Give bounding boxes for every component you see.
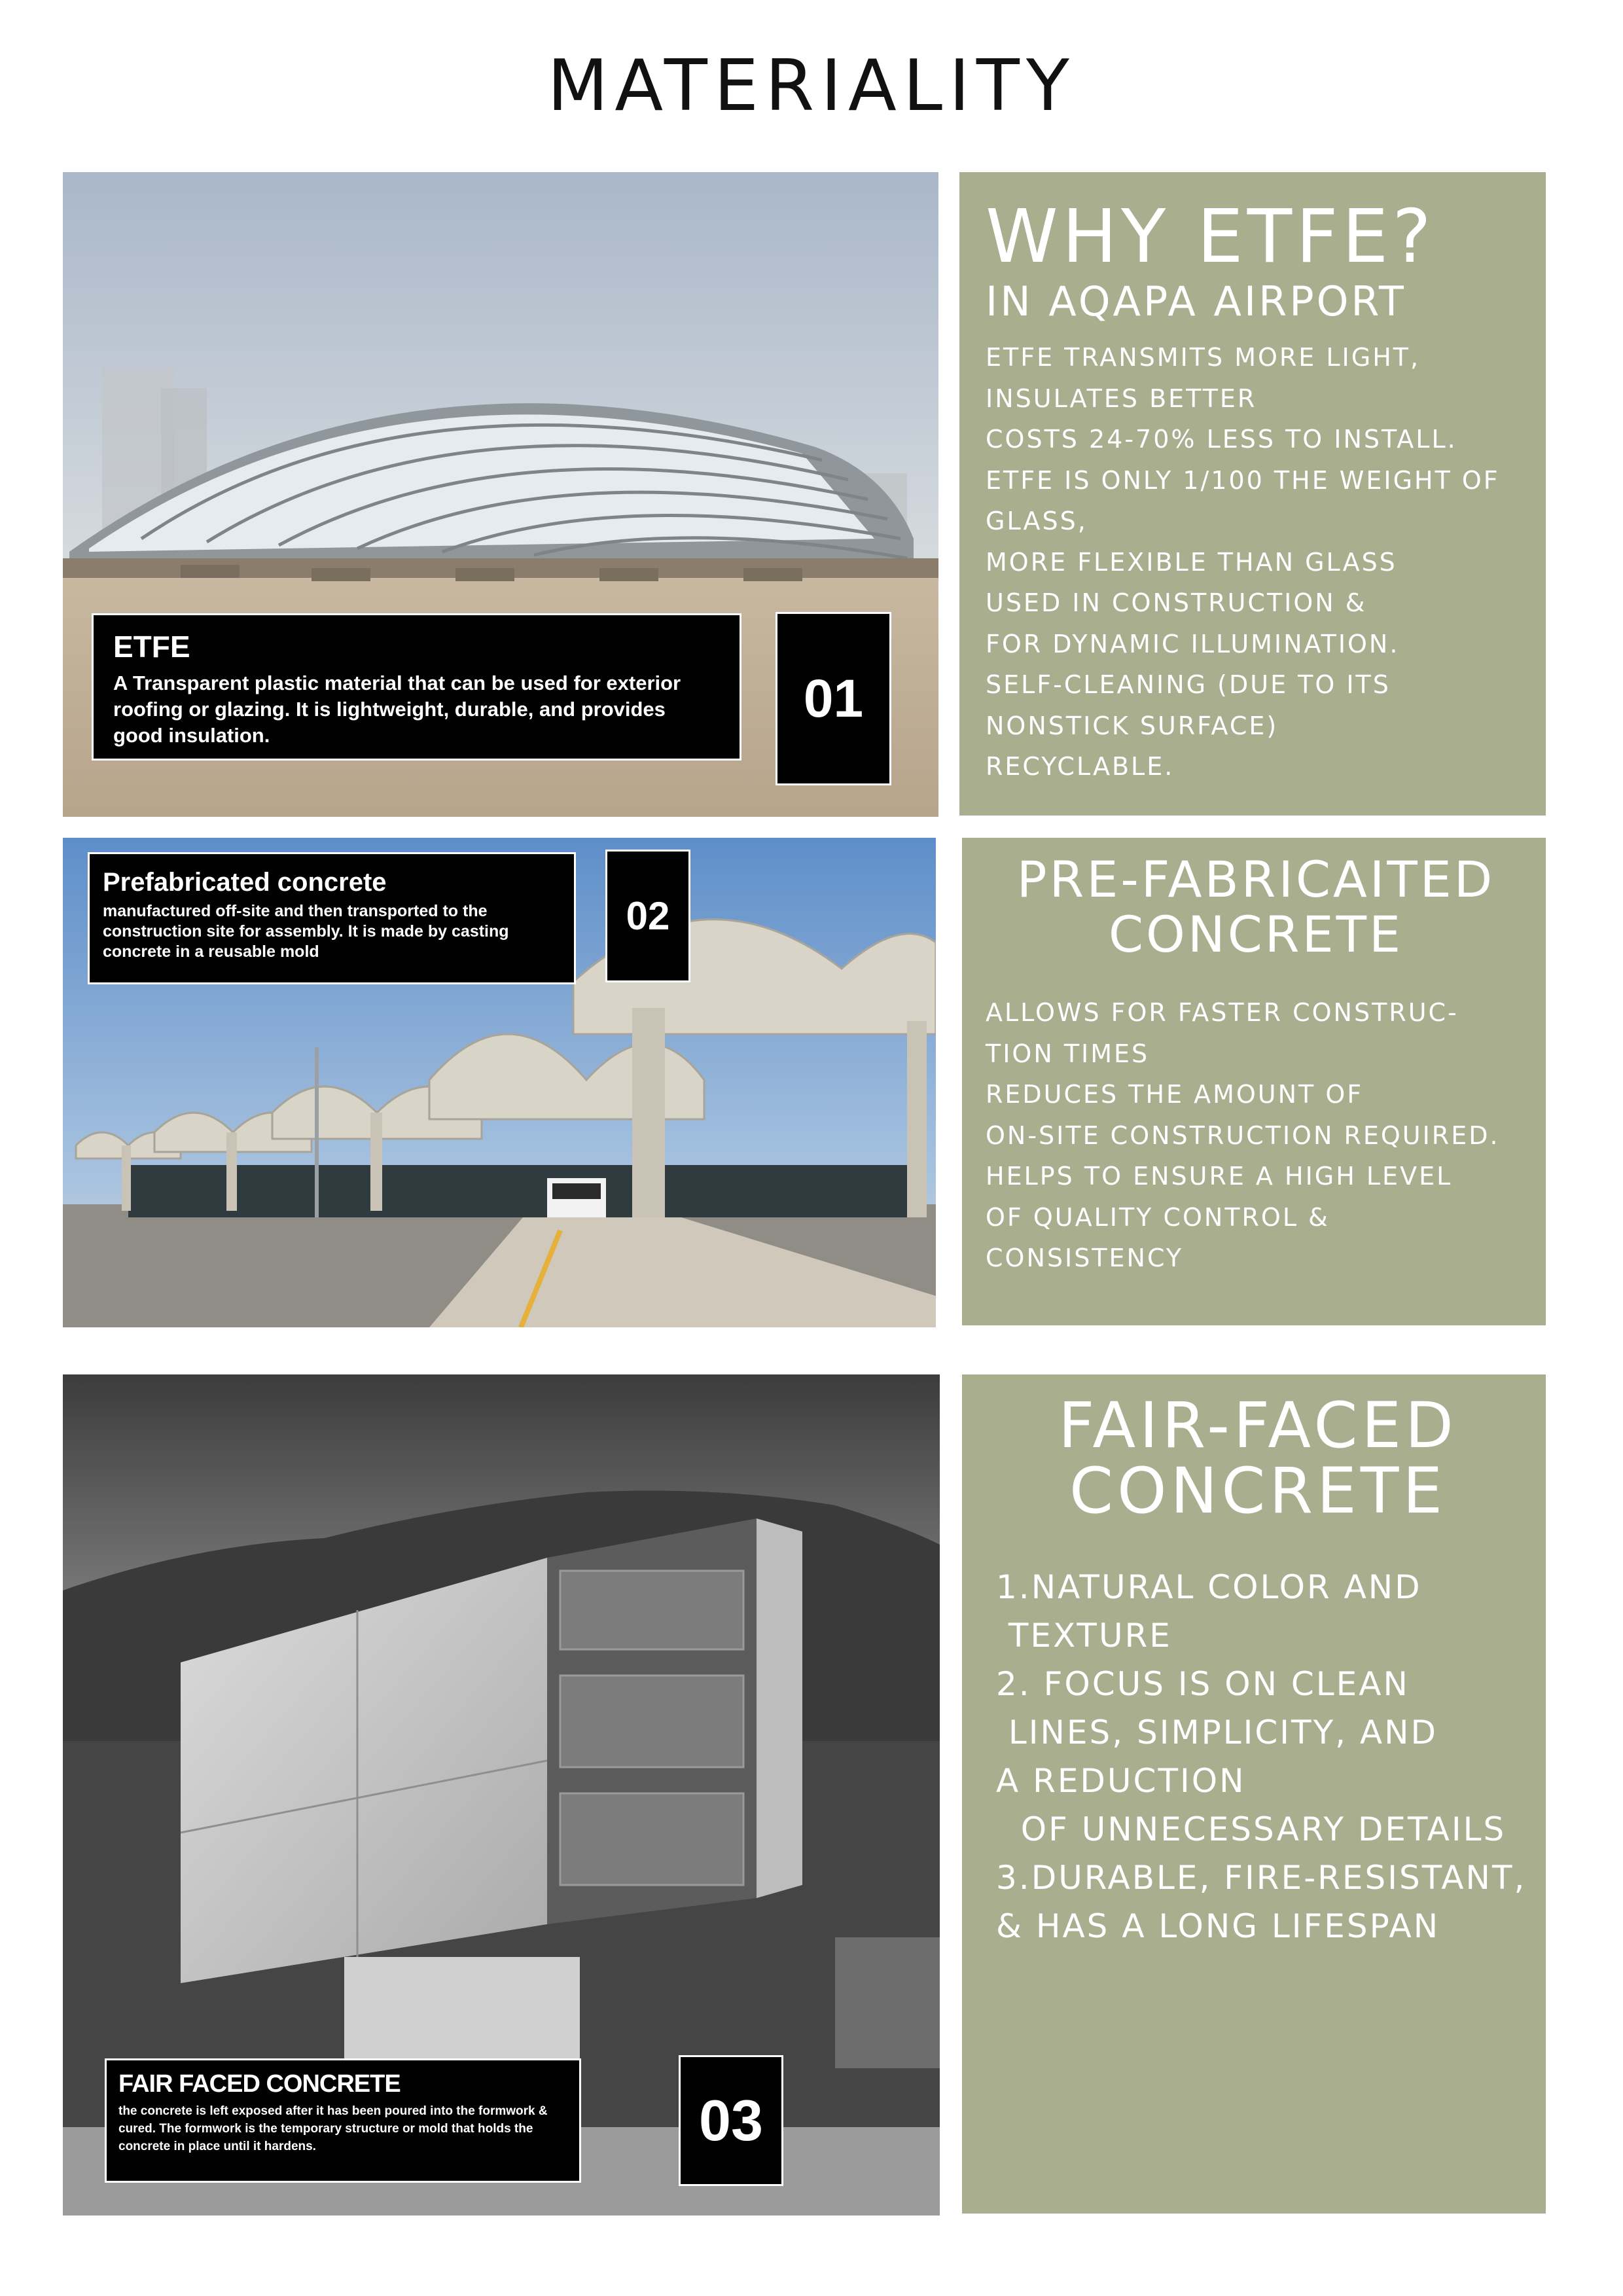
fair-faced-line: OF UNNECESSARY DETAILS	[996, 1810, 1507, 1848]
fair-faced-line: 1.NATURAL COLOR AND	[996, 1568, 1422, 1606]
etfe-line: USED IN CONSTRUCTION &	[986, 588, 1367, 617]
etfe-line: MORE FLEXIBLE THAN GLASS	[986, 547, 1397, 577]
prefab-list	[986, 992, 1526, 1279]
etfe-line: RECYCLABLE.	[986, 752, 1175, 781]
why-etfe-subtitle: IN AQAPA AIRPORT	[986, 278, 1406, 325]
prefab-caption-text: manufactured off-site and then transported to the construction site for assembly. It is made by casting concrete in a reusable mold	[103, 902, 509, 961]
fair-faced-line: 2. FOCUS IS ON CLEAN	[996, 1665, 1410, 1703]
fair-faced-title-line2: CONCRETE	[1069, 1454, 1447, 1528]
fair-faced-line: A REDUCTION	[996, 1762, 1246, 1800]
why-etfe-list	[986, 337, 1521, 787]
fair-faced-line: & HAS A LONG LIFESPAN	[996, 1907, 1440, 1945]
why-etfe-title: WHY ETFE?	[986, 194, 1435, 279]
etfe-line: INSULATES BETTER	[986, 384, 1257, 413]
etfe-line: NONSTICK SURFACE)	[986, 711, 1279, 740]
etfe-line: FOR DYNAMIC ILLUMINATION.	[986, 629, 1400, 658]
section-number-03: 03	[679, 2055, 783, 2186]
prefab-line: HELPS TO ENSURE A HIGH LEVEL	[986, 1162, 1453, 1191]
prefab-caption-box	[88, 852, 576, 984]
fair-faced-line: TEXTURE	[996, 1617, 1172, 1655]
prefab-panel	[962, 838, 1546, 1325]
fair-faced-list	[996, 1563, 1527, 1950]
fair-faced-line: LINES, SIMPLICITY, AND	[996, 1713, 1438, 1751]
prefab-title-line2: CONCRETE	[1108, 905, 1404, 963]
page-title: MATERIALITY	[547, 45, 1076, 127]
fair-faced-caption-box	[105, 2058, 581, 2183]
why-etfe-panel	[959, 172, 1546, 816]
prefab-caption-title: Prefabricated concrete	[103, 868, 387, 897]
prefab-line: TION TIMES	[986, 1039, 1150, 1068]
etfe-caption-title: ETFE	[113, 630, 190, 664]
fair-faced-caption-text: the concrete is left exposed after it has been poured into the formwork & cured. The formwork is the temporary structure or mold that holds the concrete in place until it hardens.	[118, 2104, 548, 2153]
prefab-line: CONSISTENCY	[986, 1244, 1184, 1272]
prefab-line: REDUCES THE AMOUNT OF	[986, 1080, 1364, 1109]
section-number-01: 01	[776, 612, 891, 785]
fair-faced-panel	[962, 1374, 1546, 2214]
etfe-line: COSTS 24-70% LESS TO INSTALL.	[986, 425, 1457, 454]
prefab-line: ALLOWS FOR FASTER CONSTRUC-	[986, 998, 1459, 1027]
section-number-02: 02	[605, 850, 690, 982]
prefab-line: OF QUALITY CONTROL &	[986, 1202, 1330, 1232]
etfe-line: SELF-CLEANING (DUE TO ITS	[986, 670, 1391, 699]
prefab-line: ON-SITE CONSTRUCTION REQUIRED.	[986, 1121, 1500, 1150]
prefab-title-line1: PRE-FABRICAITED	[1016, 850, 1495, 908]
fair-faced-title-line1: FAIR-FACED	[1058, 1389, 1457, 1462]
etfe-caption-box	[92, 613, 741, 761]
fair-faced-line: 3.DURABLE, FIRE-RESISTANT,	[996, 1859, 1527, 1897]
fair-faced-caption-title: FAIR FACED CONCRETE	[118, 2070, 401, 2098]
etfe-line: ETFE IS ONLY 1/100 THE WEIGHT OF	[986, 465, 1500, 495]
etfe-caption-text: A Transparent plastic material that can be used for exterior roofing or glazing. It is lightweight, durable, and provides good insulation.	[113, 672, 681, 747]
etfe-line: ETFE TRANSMITS MORE LIGHT,	[986, 343, 1421, 372]
etfe-line: GLASS,	[986, 507, 1088, 535]
